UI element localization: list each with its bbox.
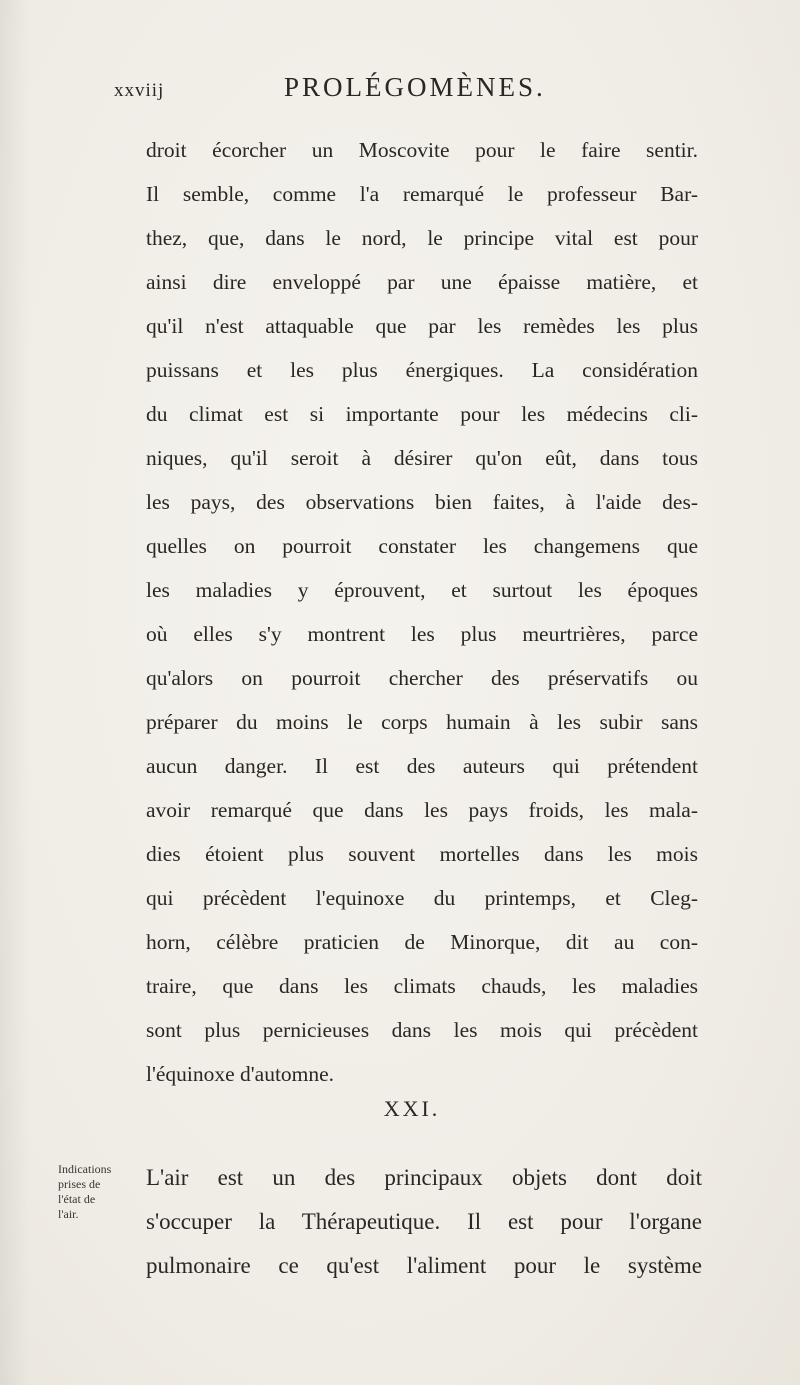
text-line: l'équinoxe d'automne. (146, 1062, 335, 1086)
text-line: thez, que, dans le nord, le principe vital est pour (146, 226, 698, 250)
marginal-note-line: Indications (58, 1162, 112, 1176)
marginal-note-line: l'état de (58, 1192, 96, 1206)
text-line: sont plus pernicieuses dans les mois qui précèdent (146, 1018, 698, 1042)
text-line: les maladies y éprouvent, et surtout les époques (146, 578, 698, 602)
section-paragraph (146, 1156, 702, 1288)
running-head-title: PROLÉGOMÈNES. (284, 72, 546, 102)
text-line: aucun danger. Il est des auteurs qui prétendent (146, 754, 698, 778)
body-paragraph (146, 128, 698, 1096)
text-line: les pays, des observations bien faites, à l'aide des- (146, 490, 698, 514)
text-line: qui précèdent l'equinoxe du printemps, et Cleg- (146, 886, 698, 910)
marginal-note-line: l'air. (58, 1207, 79, 1221)
text-line: traire, que dans les climats chauds, les maladies (146, 974, 698, 998)
text-line: Il semble, comme l'a remarqué le professeur Bar- (146, 182, 698, 206)
section-number: XXI. (383, 1096, 441, 1121)
text-line: niques, qu'il seroit à désirer qu'on eût, dans tous (146, 446, 698, 470)
running-head (0, 72, 800, 112)
page-gutter-shadow (0, 0, 30, 1385)
text-line: où elles s'y montrent les plus meurtrières, parce (146, 622, 698, 646)
text-line: quelles on pourroit constater les changemens que (146, 534, 698, 558)
page-folio: xxviij (114, 80, 165, 101)
text-line: s'occuper la Thérapeutique. Il est pour l'organe (146, 1209, 702, 1234)
text-line: puissans et les plus énergiques. La considération (146, 358, 698, 382)
text-line: dies étoient plus souvent mortelles dans les mois (146, 842, 698, 866)
text-line: L'air est un des principaux objets dont doit (146, 1165, 702, 1190)
text-line: avoir remarqué que dans les pays froids, les mala- (146, 798, 698, 822)
text-line: qu'alors on pourroit chercher des préservatifs ou (146, 666, 698, 690)
text-line: droit écorcher un Moscovite pour le faire sentir. (146, 138, 698, 162)
text-line: préparer du moins le corps humain à les subir sans (146, 710, 698, 734)
text-line: pulmonaire ce qu'est l'aliment pour le système (146, 1253, 702, 1278)
text-line: ainsi dire enveloppé par une épaisse matière, et (146, 270, 698, 294)
text-line: qu'il n'est attaquable que par les remèdes les plus (146, 314, 698, 338)
marginal-note (58, 1162, 138, 1222)
marginal-note-line: prises de (58, 1177, 101, 1191)
text-line: horn, célèbre praticien de Minorque, dit au con- (146, 930, 698, 954)
text-line: du climat est si importante pour les médecins cli- (146, 402, 698, 426)
